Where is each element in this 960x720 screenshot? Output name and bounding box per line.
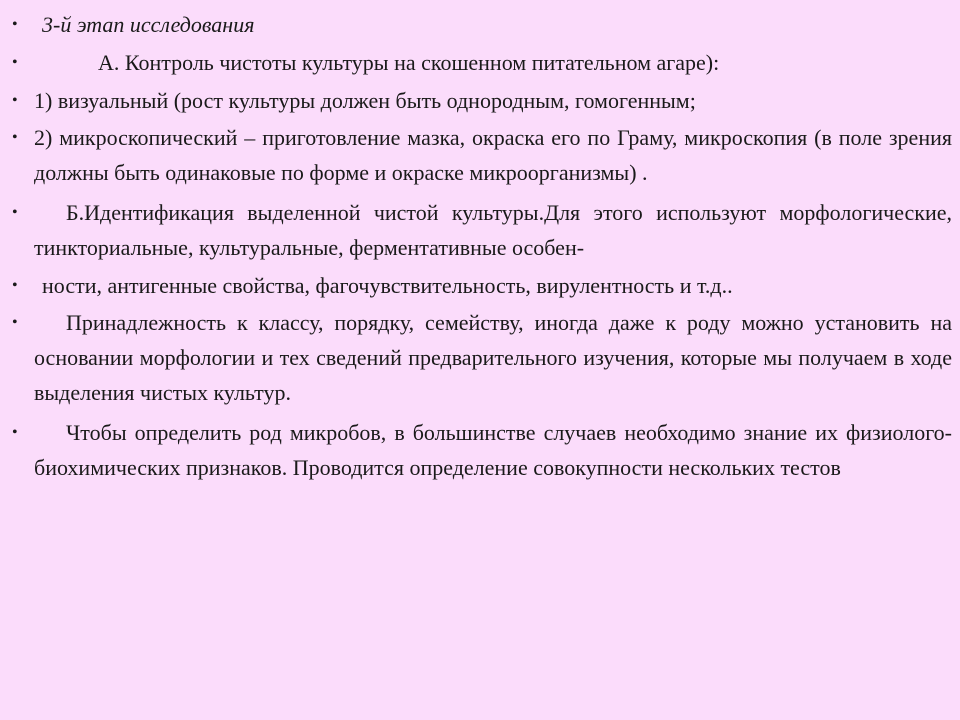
- list-item-text: ности, антигенные свойства, фагочувствительность, вирулентность и т.д..: [42, 272, 733, 298]
- list-item-text: 2) микроскопический – приготовление мазка, окраска его по Граму, микроскопия (в поле зрения должны быть одинаковые по форме и окраске микроорганизмы) .: [34, 125, 952, 186]
- list-item: [12, 269, 952, 304]
- stage-heading: 3-й этап исследования: [42, 12, 255, 37]
- bullet-icon: •: [12, 16, 18, 33]
- bullet-icon: •: [12, 53, 18, 71]
- bullet-icon: •: [12, 276, 18, 294]
- list-item: [12, 306, 952, 410]
- slide-content: [12, 8, 952, 485]
- list-item-text: 1) визуальный (рост культуры должен быть однородным, гомогенным;: [34, 87, 696, 113]
- list-item: [12, 196, 952, 266]
- bullet-icon: •: [12, 423, 18, 441]
- list-item: [12, 416, 952, 486]
- list-item-text: Чтобы определить род микробов, в большинстве случаев необходимо знание их физиолого-биохимических признаков. Проводится определение совокупности нескольких тестов: [34, 419, 952, 480]
- list-item: [12, 84, 952, 119]
- bullet-icon: •: [12, 91, 18, 109]
- bullet-icon: •: [12, 129, 18, 147]
- bullet-icon: •: [12, 203, 18, 221]
- list-item: [12, 8, 952, 43]
- list-item: [12, 121, 952, 191]
- bullet-icon: •: [12, 314, 18, 332]
- list-item: [12, 46, 952, 81]
- list-item-text: А. Контроль чистоты культуры на скошенном питательном агаре):: [98, 49, 720, 75]
- list-item-text: Принадлежность к классу, порядку, семейству, иногда даже к роду можно установить на основании морфологии и тех сведений предварительного изучения, которые мы получаем в ходе выделения чистых культур.: [34, 310, 952, 405]
- list-item-text: Б.Идентификация выделенной чистой культуры.Для этого используют морфологические, тинкториальные, культуральные, ферментативные особен-: [34, 199, 952, 260]
